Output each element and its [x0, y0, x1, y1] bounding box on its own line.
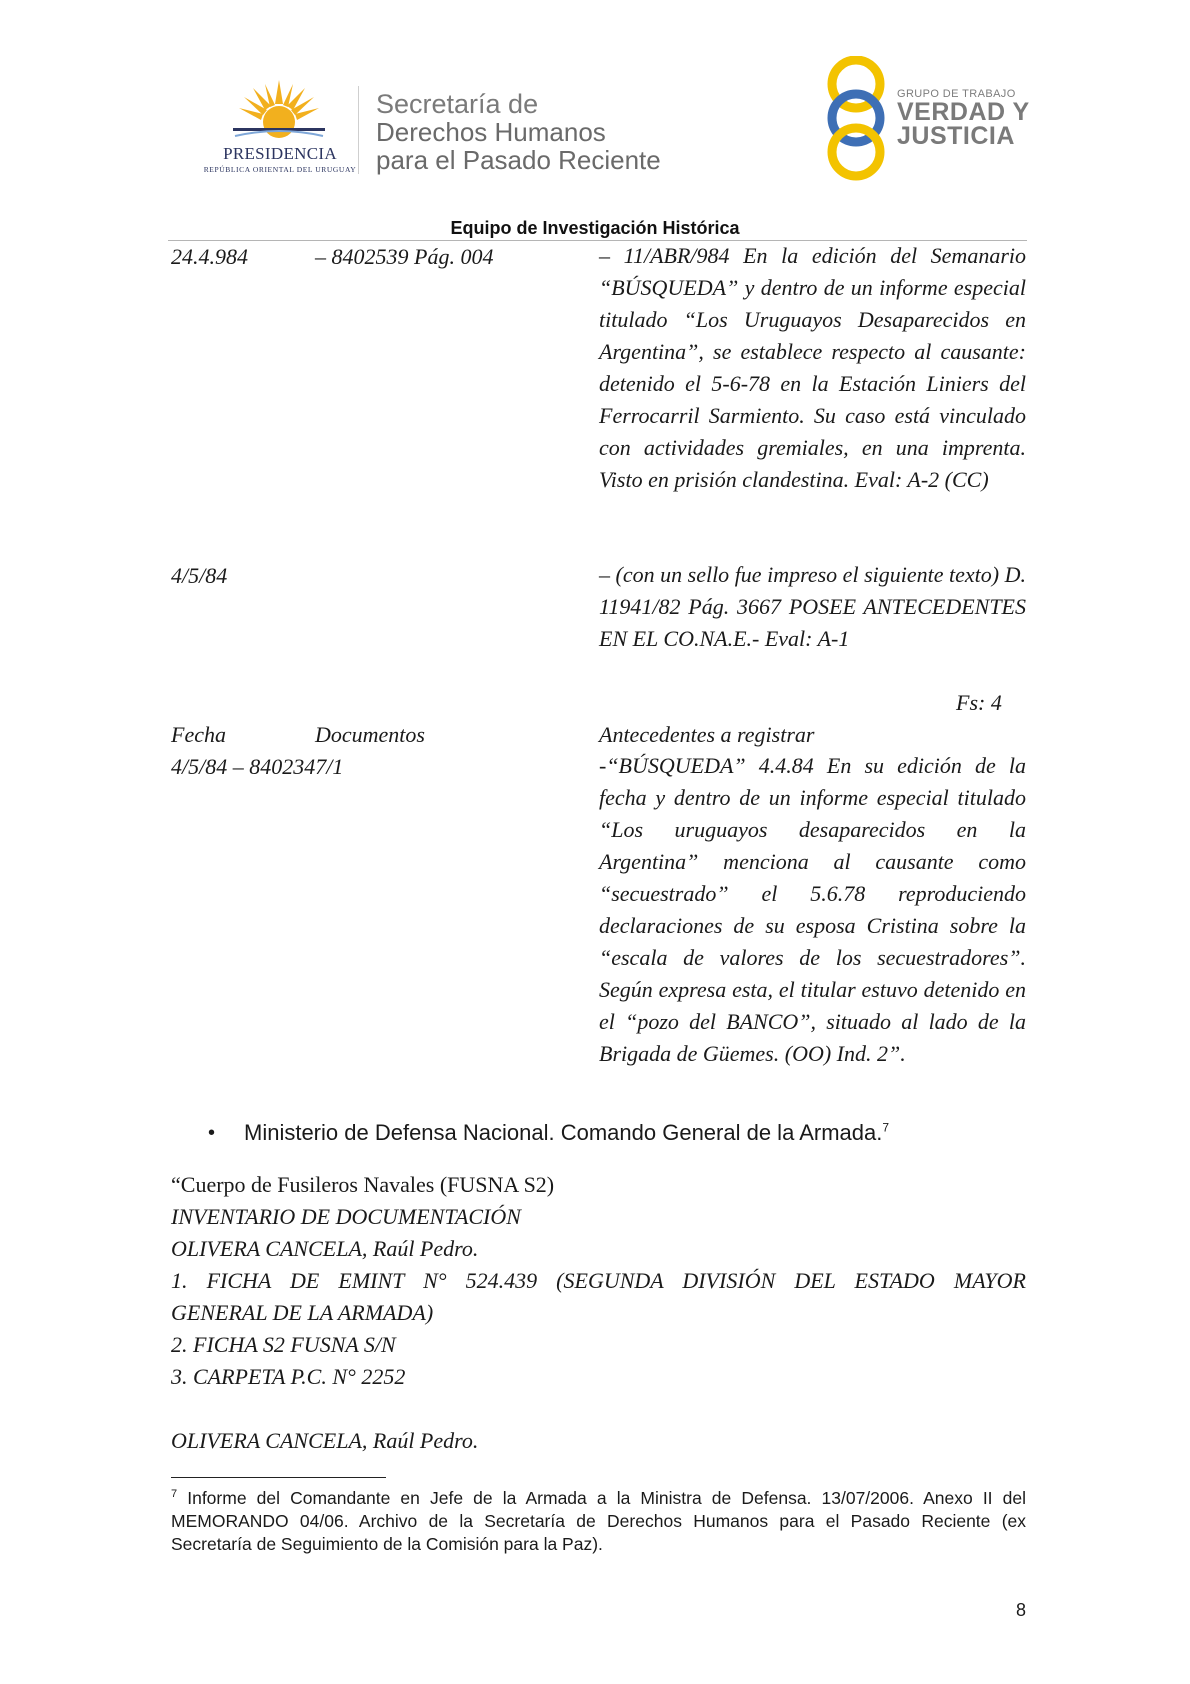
presidencia-logo [195, 78, 365, 178]
page-header [0, 0, 1190, 238]
inventory-line-7: 3. CARPETA P.C. N° 2252 [171, 1364, 406, 1389]
footnote-text: Informe del Comandante en Jefe de la Armada a la Ministra de Defensa. 13/07/2006. Anexo II del MEMORANDO 04/06. Archivo de la Secretaría de Derechos Humanos para el Pasado Reciente (ex Secretaría de Seguimiento de la Comisión para la Paz). [171, 1487, 1026, 1554]
inventory-line-2: INVENTARIO DE DOCUMENTACIÓN [171, 1204, 521, 1229]
bullet-item-text: Ministerio de Defensa Nacional. Comando General de la Armada. [244, 1120, 883, 1145]
footnote-number: 7 [171, 1488, 178, 1500]
secretaria-line-3: para el Pasado Reciente [376, 145, 661, 175]
grupo-trabajo-label: GRUPO DE TRABAJO [897, 88, 1016, 100]
entry-3-text: -“BÚSQUEDA” 4.4.84 En su edición de la fecha y dentro de un informe especial titulado “Los uruguayos desaparecidos en la Argentina” menciona al causante como “secuestrado” el 5.6.78 reproduciendo declaraciones de su esposa Cristina sobre la “escala de valores de los secuestradores”. Según expresa esta, el titular estuvo detenido en el “pozo del BANCO”, situado al lado de la Brigada de Güemes. (OO) Ind. 2”. [599, 753, 1026, 1066]
entry-1-text: – 11/ABR/984 En la edición del Semanario “BÚSQUEDA” y dentro de un informe especial titulado “Los Uruguayos Desaparecidos en Argentina”, se establece respecto al causante: detenido el 5-6-78 en la Estación Liniers del Ferrocarril Sarmiento. Su caso está vinculado con actividades gremiales, en una imprenta. Visto en prisión clandestina. Eval: A-2 (CC) [599, 243, 1026, 492]
entry-1-document: – 8402539 Pág. 004 [315, 244, 494, 269]
inventory-spacer [171, 1393, 1026, 1425]
secretaria-line-2: Derechos Humanos [376, 117, 606, 147]
department-title: Equipo de Investigación Histórica [450, 218, 740, 238]
folio-label: Fs: 4 [956, 690, 1002, 715]
inventory-line-3: OLIVERA CANCELA, Raúl Pedro. [171, 1236, 479, 1261]
sun-emblem-icon [233, 78, 325, 144]
footnote-reference: 7 [882, 1120, 890, 1135]
entry-2-text: – (con un sello fue impreso el siguiente texto) D. 11941/82 Pág. 3667 POSEE ANTECEDENTES EN EL CO.NA.E.- Eval: A-1 [599, 562, 1026, 651]
inventory-line-8: OLIVERA CANCELA, Raúl Pedro. [171, 1428, 479, 1453]
secretaria-title [376, 90, 661, 174]
column-antecedentes: Antecedentes a registrar [599, 722, 815, 747]
bullet-item [244, 1120, 889, 1146]
entry-1-date: 24.4.984 [171, 244, 248, 269]
justicia-label: JUSTICIA [897, 122, 1015, 150]
entry-3-date-document: 4/5/84 – 8402347/1 [171, 754, 344, 779]
column-documentos: Documentos [315, 722, 425, 747]
entry-2-date: 4/5/84 [171, 563, 228, 588]
presidencia-name: PRESIDENCIA [223, 144, 337, 163]
verdad-label: VERDAD Y [897, 98, 1030, 126]
footnote-rule [171, 1477, 386, 1478]
inventory-block [171, 1169, 1026, 1457]
bullet-icon: • [208, 1122, 216, 1144]
header-divider [358, 86, 359, 174]
page-number: 8 [1016, 1600, 1027, 1620]
verdad-justicia-text [897, 88, 1030, 148]
inventory-line-5: GENERAL DE LA ARMADA) [171, 1300, 434, 1325]
footnote [171, 1483, 1026, 1556]
inventory-line-1: “Cuerpo de Fusileros Navales (FUSNA S2) [171, 1172, 555, 1197]
inventory-line-4: 1. FICHA DE EMINT N° 524.439 (SEGUNDA DIVISIÓN DEL ESTADO MAYOR [171, 1268, 1026, 1293]
presidencia-subtitle: REPÚBLICA ORIENTAL DEL URUGUAY [203, 165, 357, 174]
column-fecha: Fecha [171, 722, 226, 747]
inventory-line-6: 2. FICHA S2 FUSNA S/N [171, 1332, 396, 1357]
secretaria-line-1: Secretaría de [376, 89, 539, 119]
